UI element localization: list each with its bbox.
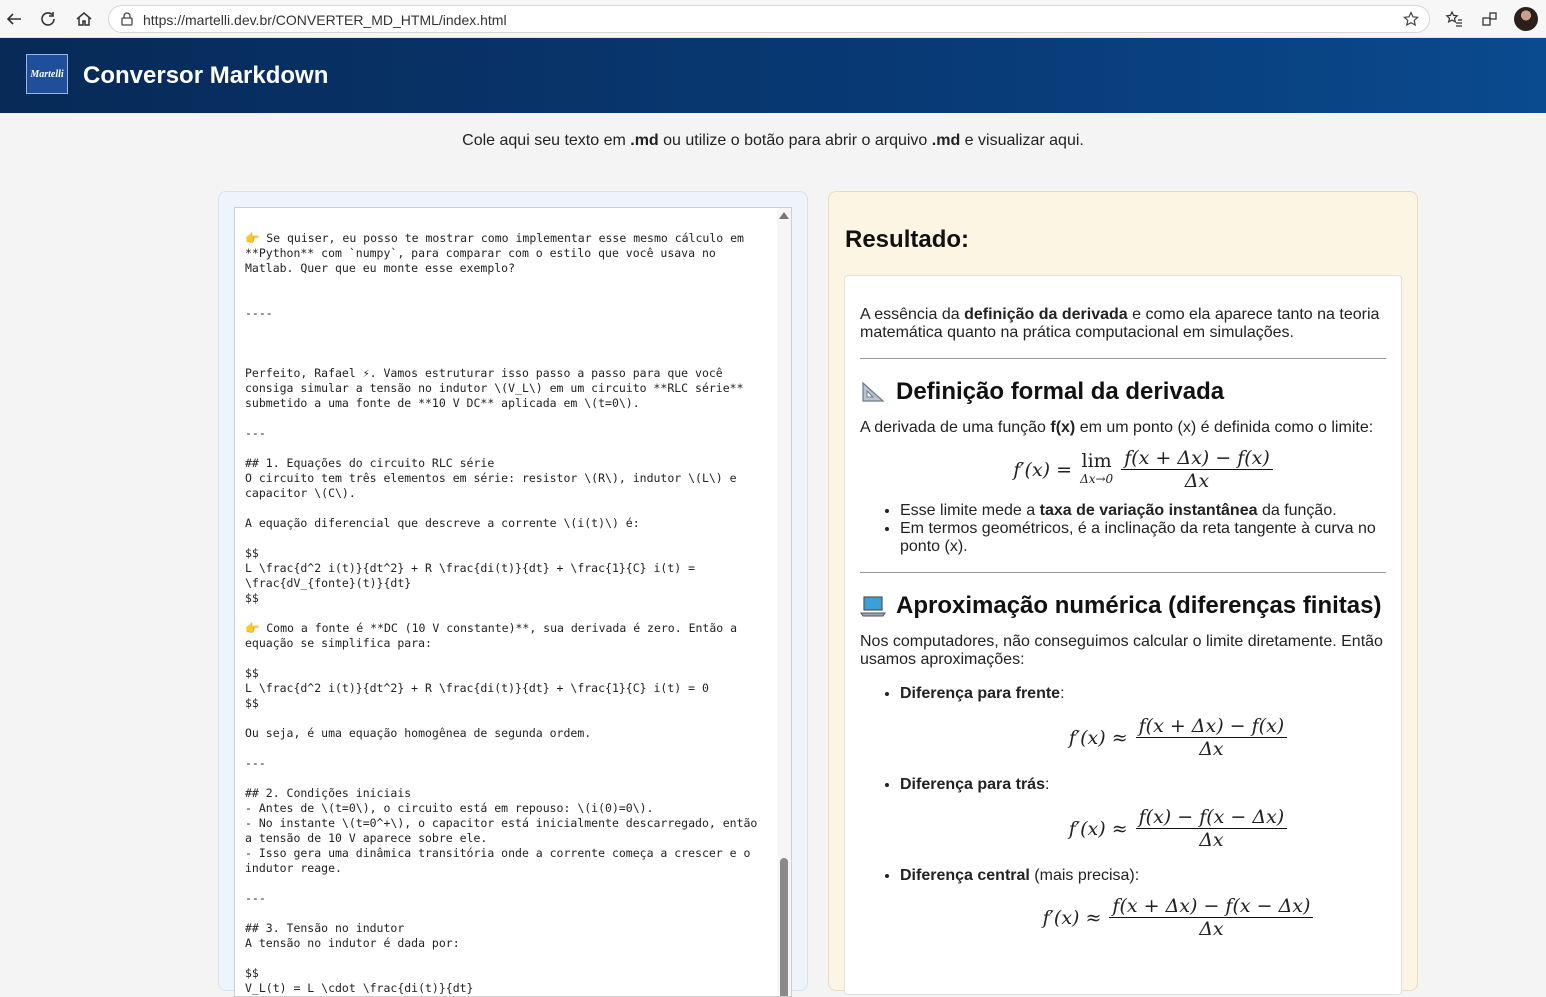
list-item: • Diferença para frente: — [900, 685, 1386, 703]
list-item: • Em termos geométricos, é a inclinação da reta tangente à curva no ponto (x). — [900, 520, 1386, 556]
backward-difference-formula: f′(x) ≈ $\frac{f(x) - f(x - \Delta x)}{\Delta x}$ — [970, 808, 1386, 849]
approximation-list — [860, 776, 1386, 794]
approximation-list — [860, 685, 1386, 703]
markdown-content[interactable]: 👉 Se quiser, eu posso te mostrar como implementar esse mesmo cálculo em **Python** com `numpy`, para comparar com o estilo que você usava no Matlab. Quer que eu monte esse exemplo? ---- Perfeito, Rafael ⚡. Vamos estruturar isso passo a passo para que você consiga simular a tensão no indutor \(V_L\) em um circuito **RLC série** submetido a uma fonte de **10 V DC** aplicada em \(t=0\). --- ## 1. Equações do circuito RLC série O circuito tem três elementos em série: resistor \(R\), indutor \(L\) e capacitor \(C\). A equação diferencial que descreve a corrente \(i(t)\) é: $$ L \frac{d^2 i(t)}{dt^2} + R \frac{di(t)}{dt} + \frac{1}{C} i(t) = \frac{dV_{fonte}(t)}{dt} $$ 👉 Como a fonte é **DC (10 V constante)**, sua derivada é zero. Então a equação se simplifica para: $$ L \frac{d^2 i(t)}{dt^2} + R \frac{di(t)}{dt} + \frac{1}{C} i(t) = 0 $$ Ou seja, é uma equação homogênea de segunda ordem. --- ## 2. Condições iniciais - Antes de \(t=0\), o circuito está em repouso: \(i(0)=0\). - No instante \(t=0^+\), o capacitor está inicialmente descarregado, então a tensão de 10 V aparece sobre ele. - Isso gera uma dinâmica transitória onde a corrente começa a crescer e o indutor reage. --- ## 3. Tensão no indutor A tensão no indutor é dada por: $$ V_L(t) = L \cdot \frac{di(t)}{dt} — [245, 231, 758, 995]
forward-difference-formula: f′(x) ≈ $\frac{f(x + \Delta x) - f(x)}{\Delta x}$ — [970, 717, 1386, 758]
site-info-icon[interactable] — [119, 11, 135, 32]
intro-paragraph: A essência da definição da derivada e como ela aparece tanto na teoria matemática quanto na prática computacional em simulações. — [860, 306, 1380, 341]
extensions-icon[interactable] — [1478, 7, 1502, 31]
martelli-logo: Martelli — [26, 54, 68, 94]
definition-bullets — [860, 502, 1386, 556]
laptop-icon — [860, 595, 886, 617]
browser-toolbar — [0, 0, 1546, 38]
profile-avatar[interactable] — [1514, 7, 1538, 31]
reload-icon[interactable] — [36, 7, 60, 31]
editor-scrollbar[interactable] — [777, 208, 791, 996]
instructions-text: Cole aqui seu texto em .md ou utilize o botão para abrir o arquivo .md e visualizar aqui. — [462, 132, 1084, 149]
divider — [860, 358, 1386, 359]
favorites-icon[interactable] — [1442, 7, 1466, 31]
back-icon[interactable] — [2, 7, 26, 31]
url-text[interactable]: https://martelli.dev.br/CONVERTER_MD_HTML/index.html — [143, 12, 507, 28]
triangular-ruler-icon — [860, 381, 886, 403]
list-item: • Diferença para trás: — [900, 776, 1386, 794]
home-icon[interactable] — [72, 7, 96, 31]
definition-text: A derivada de uma função f(x) em um ponto (x) é definida como o limite: — [860, 419, 1374, 436]
section-heading-approximation: Aproximação numérica (diferenças finitas) — [860, 595, 1386, 617]
app-header — [0, 38, 1546, 113]
rendered-output — [844, 275, 1402, 995]
divider — [860, 572, 1386, 573]
markdown-textarea[interactable] — [234, 207, 792, 997]
section-heading-definition: Definição formal da derivada — [860, 381, 1386, 403]
derivative-limit-formula: f′(x) = lim Δx→0 $\frac{f(x + \Delta x) - f(x)}{\Delta x}$ — [900, 449, 1386, 490]
bookmark-star-icon[interactable] — [1403, 11, 1419, 32]
scroll-up-arrow-icon[interactable] — [779, 212, 789, 219]
approximation-list — [860, 867, 1386, 885]
page-title: Conversor Markdown — [83, 62, 329, 89]
list-item: • Esse limite mede a taxa de variação instantânea da função. — [900, 502, 1386, 520]
result-title: Resultado: — [845, 226, 970, 253]
address-bar[interactable] — [108, 5, 1430, 33]
list-item: • Diferença central (mais precisa): — [900, 867, 1386, 885]
approximation-text: Nos computadores, não conseguimos calcular o limite diretamente. Então usamos aproximações: — [860, 633, 1383, 668]
central-difference-formula: f′(x) ≈ $\frac{f(x + \Delta x) - f(x - \Delta x)}{\Delta x}$ — [970, 897, 1386, 938]
scroll-thumb[interactable] — [780, 858, 788, 997]
